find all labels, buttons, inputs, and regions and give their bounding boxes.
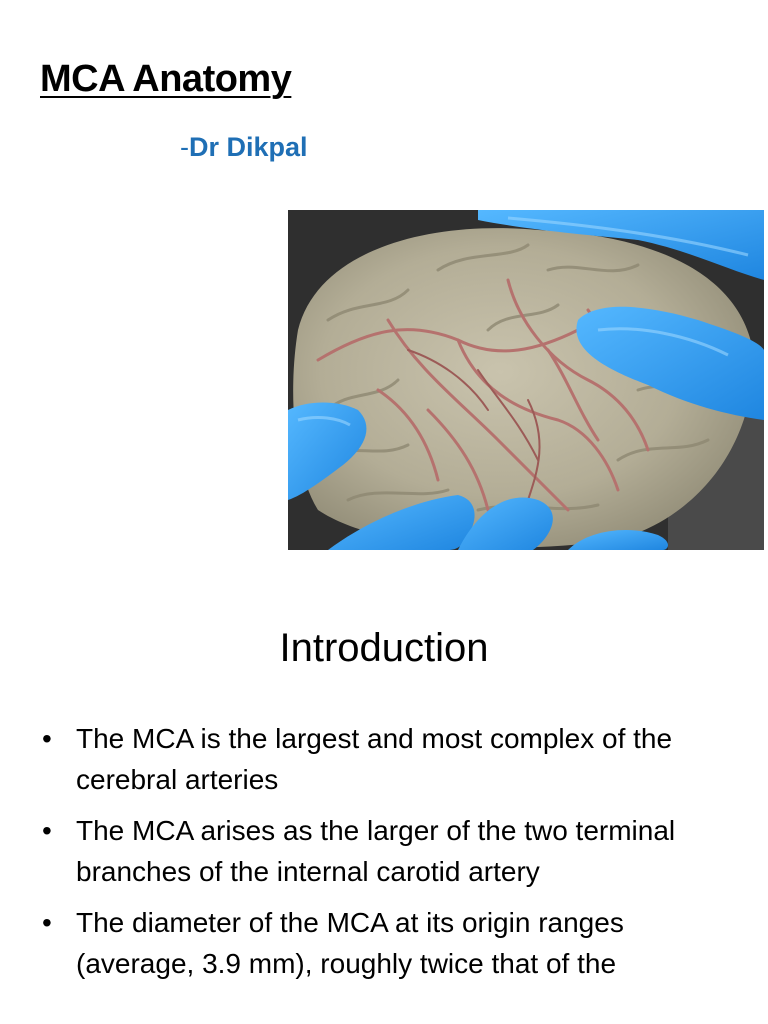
brain-dissection-photo: [288, 210, 764, 550]
list-item: [40, 810, 730, 892]
author-name: Dr Dikpal: [189, 132, 308, 162]
bullet-list: [40, 718, 730, 994]
bullet-icon: •: [42, 723, 52, 754]
bullet-text: The MCA arises as the larger of the two terminal branches of the internal carotid artery: [76, 815, 676, 887]
slide-title: MCA Anatomy: [40, 58, 292, 100]
list-item: [40, 902, 730, 984]
introduction-slide: [0, 590, 768, 1024]
author-line: [180, 132, 308, 163]
bullet-text: The diameter of the MCA at its origin ranges (average, 3.9 mm), roughly twice that of the: [76, 907, 624, 979]
section-heading: Introduction: [279, 626, 489, 670]
bullet-icon: •: [42, 907, 52, 938]
bullet-icon: •: [42, 815, 52, 846]
author-dash: -: [180, 132, 189, 162]
list-item: [40, 718, 730, 800]
bullet-text: The MCA is the largest and most complex of the cerebral arteries: [76, 723, 673, 795]
